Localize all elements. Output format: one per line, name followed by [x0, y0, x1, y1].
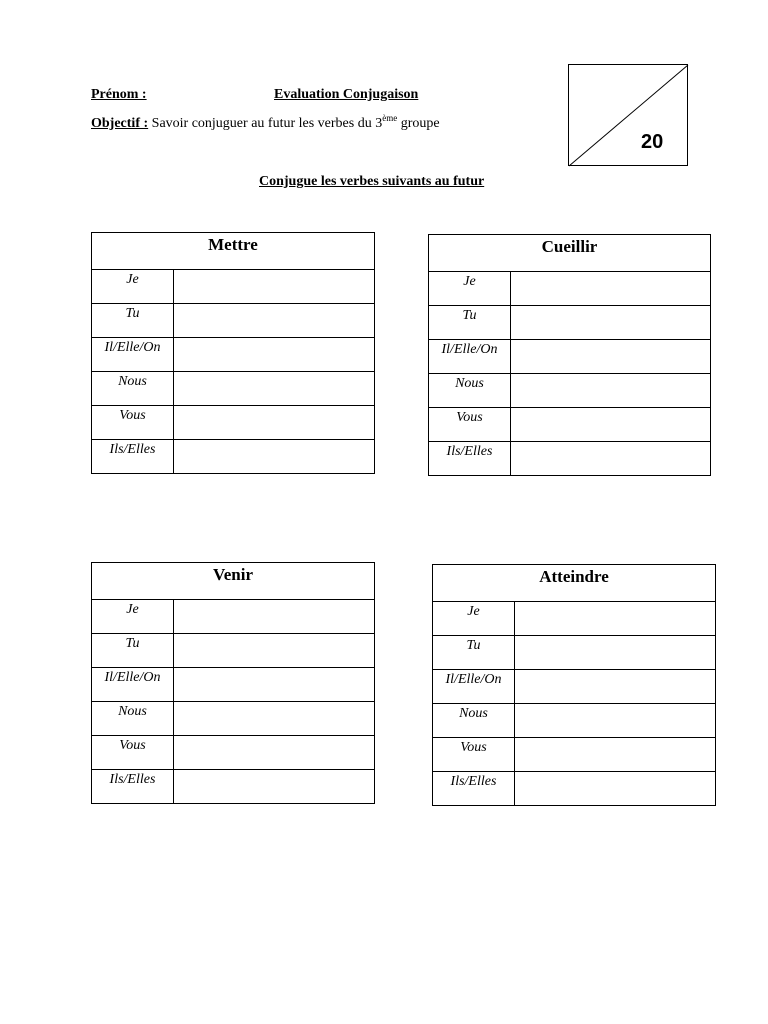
answer-cell[interactable]: [515, 602, 715, 635]
table-row: [429, 306, 710, 340]
objectif-line: [91, 113, 440, 132]
pronoun-label: Vous: [92, 736, 174, 769]
table-row: [92, 406, 374, 440]
objectif-label: Objectif :: [91, 116, 149, 131]
verb-title: Cueillir: [429, 235, 710, 272]
table-row: [429, 442, 710, 475]
answer-cell[interactable]: [174, 770, 374, 803]
answer-cell[interactable]: [515, 738, 715, 771]
pronoun-label: Nous: [92, 372, 174, 405]
answer-cell[interactable]: [511, 374, 710, 407]
answer-cell[interactable]: [174, 372, 374, 405]
answer-cell[interactable]: [511, 340, 710, 373]
pronoun-label: Ils/Elles: [433, 772, 515, 805]
objectif-end: groupe: [397, 116, 440, 131]
answer-cell[interactable]: [174, 304, 374, 337]
answer-cell[interactable]: [511, 442, 710, 475]
table-row: [429, 408, 710, 442]
table-row: [433, 738, 715, 772]
answer-cell[interactable]: [515, 772, 715, 805]
verb-table-venir: [91, 562, 375, 804]
verb-table-cueillir: [428, 234, 711, 476]
pronoun-label: Il/Elle/On: [429, 340, 511, 373]
pronoun-label: Je: [433, 602, 515, 635]
table-row: [429, 272, 710, 306]
objectif-superscript: ème: [382, 113, 398, 123]
pronoun-label: Il/Elle/On: [92, 668, 174, 701]
answer-cell[interactable]: [174, 702, 374, 735]
instruction: Conjugue les verbes suivants au futur: [259, 174, 485, 189]
answer-cell[interactable]: [174, 338, 374, 371]
prenom-label: Prénom :: [91, 87, 147, 102]
table-row: [92, 634, 374, 668]
pronoun-label: Tu: [429, 306, 511, 339]
table-row: [92, 440, 374, 473]
table-row: [433, 670, 715, 704]
answer-cell[interactable]: [511, 272, 710, 305]
pronoun-label: Tu: [92, 304, 174, 337]
score-box: [568, 64, 688, 166]
answer-cell[interactable]: [174, 634, 374, 667]
pronoun-label: Je: [92, 270, 174, 303]
score-value: 20: [641, 131, 664, 153]
table-row: [92, 372, 374, 406]
pronoun-label: Nous: [429, 374, 511, 407]
pronoun-label: Ils/Elles: [92, 770, 174, 803]
pronoun-label: Tu: [433, 636, 515, 669]
table-row: [433, 772, 715, 805]
answer-cell[interactable]: [174, 270, 374, 303]
pronoun-label: Il/Elle/On: [433, 670, 515, 703]
pronoun-label: Je: [429, 272, 511, 305]
table-row: [92, 600, 374, 634]
answer-cell[interactable]: [174, 600, 374, 633]
table-row: [433, 602, 715, 636]
answer-cell[interactable]: [511, 408, 710, 441]
table-row: [92, 304, 374, 338]
table-row: [92, 770, 374, 803]
pronoun-label: Vous: [92, 406, 174, 439]
table-row: [433, 704, 715, 738]
pronoun-label: Tu: [92, 634, 174, 667]
pronoun-label: Nous: [92, 702, 174, 735]
table-row: [429, 340, 710, 374]
answer-cell[interactable]: [174, 406, 374, 439]
objectif-text: Savoir conjuguer au futur les verbes du 3: [148, 116, 383, 131]
pronoun-label: Je: [92, 600, 174, 633]
pronoun-label: Nous: [433, 704, 515, 737]
table-row: [92, 702, 374, 736]
answer-cell[interactable]: [515, 704, 715, 737]
score-diagonal: [569, 65, 689, 167]
answer-cell[interactable]: [174, 668, 374, 701]
verb-title: Atteindre: [433, 565, 715, 602]
answer-cell[interactable]: [174, 440, 374, 473]
table-row: [433, 636, 715, 670]
answer-cell[interactable]: [511, 306, 710, 339]
pronoun-label: Ils/Elles: [92, 440, 174, 473]
table-row: [92, 736, 374, 770]
pronoun-label: Ils/Elles: [429, 442, 511, 475]
pronoun-label: Il/Elle/On: [92, 338, 174, 371]
answer-cell[interactable]: [174, 736, 374, 769]
table-row: [429, 374, 710, 408]
pronoun-label: Vous: [433, 738, 515, 771]
verb-title: Mettre: [92, 233, 374, 270]
page-title: Evaluation Conjugaison: [274, 87, 419, 102]
answer-cell[interactable]: [515, 670, 715, 703]
table-row: [92, 270, 374, 304]
answer-cell[interactable]: [515, 636, 715, 669]
table-row: [92, 338, 374, 372]
verb-table-atteindre: [432, 564, 716, 806]
pronoun-label: Vous: [429, 408, 511, 441]
verb-title: Venir: [92, 563, 374, 600]
table-row: [92, 668, 374, 702]
verb-table-mettre: [91, 232, 375, 474]
